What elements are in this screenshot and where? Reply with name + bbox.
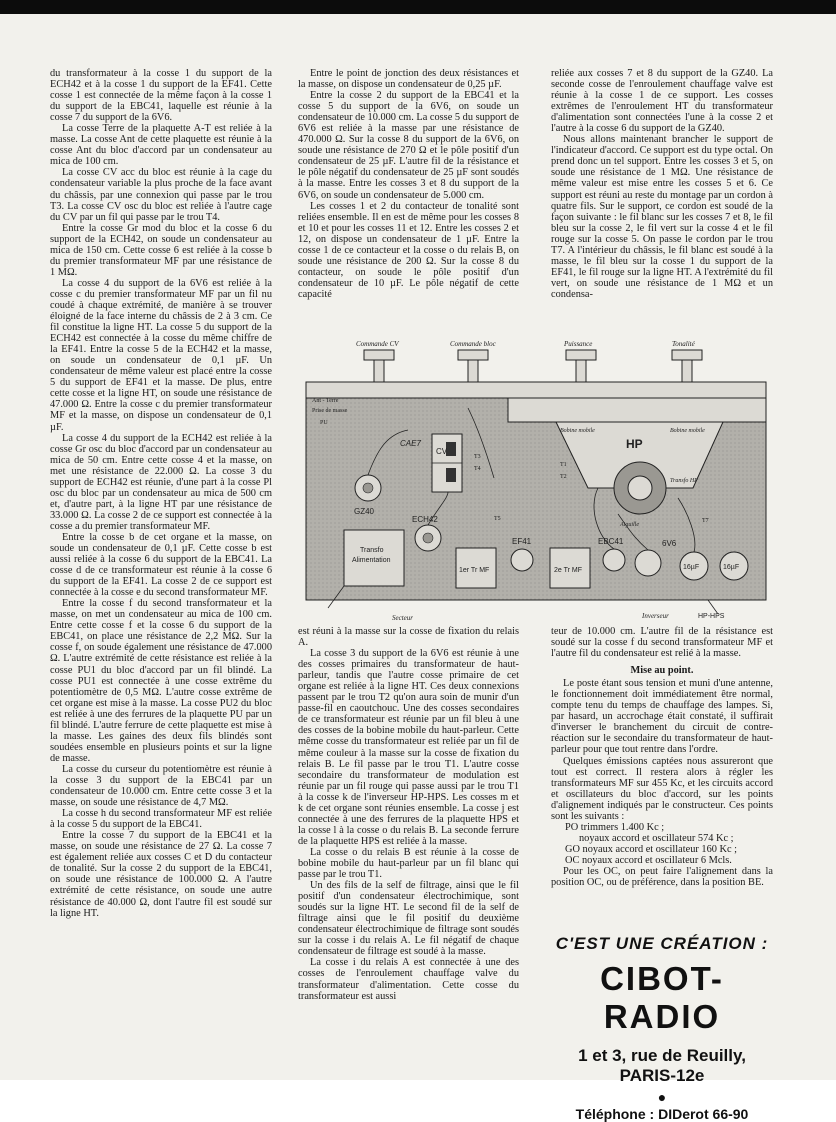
text-column-1: [50, 68, 272, 1068]
paragraph: est réuni à la masse sur la cosse de fixation du relais A.: [298, 626, 519, 649]
label-hp: HP: [626, 437, 643, 451]
ad-bullet: ●: [657, 1089, 667, 1105]
label-inverseur: Inverseur: [642, 612, 669, 620]
label-aiguille: Aiguille: [620, 522, 639, 528]
label-t4: T4: [474, 466, 481, 472]
label-pu: PU: [320, 420, 328, 426]
chassis-wiring-diagram: [298, 338, 773, 624]
section-heading: Mise au point.: [630, 665, 694, 677]
label-6v6: 6V6: [662, 539, 677, 548]
label-cap-2: 16µF: [723, 564, 740, 571]
label-commande-bloc: Commande bloc: [450, 340, 496, 348]
variable-capacitor-cv: [432, 434, 462, 492]
label-tr-mf2: 2e Tr MF: [554, 567, 583, 574]
label-t2: T2: [560, 474, 567, 480]
paragraph: du transformateur à la cosse 1 du support de la ECH42 et à la cosse 1 du support de la EF41. Cette cosse 1 est connectée de la même façon à la cosse 1 du support de la EBC41, laquelle est réunie à la cosse 7 du support de la 6V6.: [50, 68, 272, 124]
paragraph: teur de 10.000 cm. L'autre fil de la résistance est soudé sur la cosse f du second transformateur MF et l'autre fil du condensateur est relié à la masse.: [551, 626, 773, 660]
label-ech42: ECH42: [412, 515, 438, 524]
label-commande-cv: Commande CV: [356, 340, 399, 348]
label-gz40: GZ40: [354, 507, 375, 516]
label-t7: T7: [702, 518, 709, 524]
top-edge-bar: [0, 0, 836, 14]
label-bobine-right: Bobine mobile: [670, 428, 705, 434]
paragraph: La cosse o du relais B est réunie à la cosse de bobine mobile du haut-parleur par un fil blanc qui passe par le trou T1.: [298, 846, 519, 881]
ad-address: 1 et 3, rue de Reuilly, PARIS-12e: [578, 1046, 746, 1085]
label-t3: T3: [474, 454, 481, 460]
if-transformer-1: [456, 548, 496, 588]
paragraph: Quelques émissions captées nous assureront que tout est correct. Il restera alors à régler les transformateurs MF sur 455 Kc, et les circuits accord et oscillateurs du bloc d'accord, sur les points d'alignement indiqués par le constructeur. Ces points sont les suivants :: [551, 755, 773, 822]
alignment-point: GO noyaux accord et oscillateur 160 Kc ;: [565, 843, 738, 855]
alignment-point: noyaux accord et oscillateur 574 Kc ;: [579, 832, 734, 844]
ad-phone: Téléphone : DIDerot 66-90: [575, 1106, 749, 1122]
alignment-point: PO trimmers 1.400 Kc ;: [565, 821, 665, 833]
label-tr-mf1: 1er Tr MF: [459, 567, 490, 574]
label-tonalite: Tonalité: [672, 340, 695, 348]
paragraph: La cosse CV acc du bloc est réunie à la cage du condensateur variable la plus proche de la face avant du châssis, par une connexion qui passe par le trou T3. La cosse CV osc du bloc est reliée à l'autre cage du CV par un fil qui passe par le trou T4.: [50, 167, 272, 223]
paragraph: Entre la cosse Gr mod du bloc et la cosse 6 du support de la ECH42, on soude un condensateur au mica de 150 cm. Cette cosse 6 est reliée à la cosse b du premier transformateur MF par une résistance de 1 MΩ.: [50, 222, 272, 278]
speaker-baffle: [508, 398, 766, 422]
paragraph: Nous allons maintenant brancher le support de l'indicateur d'accord. Ce support est du type octal. On prend donc un tel support. Entre les cosses 3 et 5, on soude une résistance de 1 MΩ. Une résistance de même valeur est mise entre les cosses 5 et 6. Ce support est réuni au reste du montage par un cordon à quatre fils. Sur le support, ce cordon est soudé de la façon suivante : le fil blanc sur les cosses 7 et 8, le fil bleu sur la cosse 2, le fil vert sur la cosse 4 et le fil rouge sur la cosse 5. On passe le cordon par le trou T7. A l'intérieur du châssis, le fil blanc est soudé à la masse, le fil bleu sur la cosse 1 du support de la EF41, le fil rouge sur la ligne HT. A l'extrémité du fil vert, on soude une résistance de 1 MΩ et un condensa-: [551, 134, 773, 300]
paragraph: Le poste étant sous tension et muni d'une antenne, le fonctionnement doit immédiatement être normal, compte tenu du temps de chauffage des lampes. Si, par hasard, un accrochage était constaté, il suffirait d'inverser le branchement du circuit de contre-réaction sur le secondaire du transformateur de haut-parleur pour que tout rentre dans l'ordre.: [551, 678, 773, 756]
paragraph: Entre la cosse b de cet organe et la masse, on soude un condensateur de 0,1 µF. Cette cosse b est aussi reliée à la cosse 6 du support de la EBC41. La cosse d de ce transformateur est réunie à la cosse 6 du support de la EF41. La cosse 2 de ce support est connectée à la cosse e du second transformateur MF.: [50, 531, 272, 599]
label-ebc41: EBC41: [598, 537, 624, 546]
label-cap-1: 16µF: [683, 564, 700, 571]
text-column-3-top: [551, 68, 773, 333]
label-ef41: EF41: [512, 537, 532, 546]
paragraph: La cosse 3 du support de la 6V6 est réunie à une des cosses primaires du transformateur de haut-parleur, tandis que l'autre cosse primaire de cet organe est reliée à la ligne HT. Ces deux connexions passent par le trou T2 qu'on aura soin de munir d'un passe-fil en caoutchouc. Une des cosses secondaires de ce transformateur est réunie par un fil bleu à une des cosses de la bobine mobile du haut-parleur. Cette même cosse du transformateur est reliée par un fil de même couleur à la masse sur la cosse de fixation du relais B. Le fil passe par le trou T1. L'autre cosse secondaire du transformateur de modulation est réunie par un fil rouge qui passe aussi par le trou T1 à la cosse k de l'inverseur HP-HPS. Les cosses m et k de cet organe sont réunies ensemble. La cosse j est connectée à une des ferrures de la plaquette HPS et la cosse l à la cosse o du relais B. La seconde ferrure de la plaquette HPS est reliée à la masse.: [298, 648, 519, 847]
paragraph: Un des fils de la self de filtrage, ainsi que le fil positif d'un condensateur électrochimique, sont soudés sur la ligne HT. Le second fil de la self de filtrage ainsi que le fil positif du deuxième condensateur électrochimique de filtrage sont soudés sur la cosse i du relais A. Le fil négatif de chaque condensateur de filtrage est soudé à la masse.: [298, 880, 519, 958]
paragraph: reliée aux cosses 7 et 8 du support de la GZ40. La seconde cosse de l'enroulement chauffage valve est réunie à la cosse 1 de ce support. Les cosses extrêmes de l'enroulement HT du transformateur d'alimentation sont connectées l'une à la cosse 2 et l'autre à la cosse 6 du support de la GZ40.: [551, 68, 773, 135]
paragraph: La cosse 4 du support de la ECH42 est reliée à la cosse Gr osc du bloc d'accord par un condensateur au mica de 50 cm. Entre cette cosse 4 et la masse, on met une résistance de 22.000 Ω. La cosse 3 du support de ECH42 est réunie, d'une part à la cosse Pl osc du bloc par un condensateur au mica de 500 cm et, d'autre part, à la ligne HT par une résistance de 33.000 Ω. La cosse 2 de ce support est connectée à la cosse a du premier transformateur MF.: [50, 432, 272, 532]
label-ant-terre: Ant - Terre: [312, 398, 339, 404]
label-transfo-hp: Transfo HP: [670, 478, 698, 484]
text-column-3-bottom: [551, 626, 773, 889]
paragraph: Entre la cosse 2 du support de la EBC41 et la cosse 5 du support de la 6V6, on soude un condensateur de 10.000 cm. La cosse 5 du support de 6V6 est reliée à la masse par une résistance de 470.000 Ω. Sur la cosse 8 du support de la 6V6, on soude une résistance de 270 Ω et le pôle positif d'un condensateur de 25 µF. L'autre fil de la résistance et le pôle négatif du condensateur de 25 µF sont soudés à la masse. Entre les cosses 3 et 8 du support de la 6V6, on soude un condensateur de 5.000 cm.: [298, 90, 519, 201]
label-bobine-left: Bobine mobile: [560, 428, 595, 434]
tube-ef41: [511, 537, 533, 571]
label-cae7: CAE7: [400, 439, 421, 448]
label-t1: T1: [560, 462, 567, 468]
label-t5: T5: [494, 516, 501, 522]
ad-brand: CIBOT-RADIO: [600, 960, 724, 1035]
front-panel: [306, 382, 766, 398]
label-hp-hps: HP-HPS: [698, 613, 725, 620]
paragraph: Entre la cosse 7 du support de la EBC41 et la masse, on soude une résistance de 27 Ω. La cosse 7 est également reliée aux cosses C et D du contacteur de tonalité. Sur la cosse 2 du support de la EBC41, on soude une résistance de 100.000 Ω. A l'autre extrémité de cette résistance, on soude une autre résistance de 40.000 Ω, dont l'autre fil est soudé sur la ligne HT.: [50, 830, 272, 919]
label-alimentation: Alimentation: [352, 557, 391, 564]
label-transfo: Transfo: [360, 547, 384, 554]
text-column-2-bottom: [298, 626, 519, 1068]
label-prise-masse: Prise de masse: [312, 408, 348, 414]
if-transformer-2: [550, 548, 590, 588]
ad-tagline: C'EST UNE CRÉATION :: [555, 934, 769, 953]
paragraph: Entre le point de jonction des deux résistances et la masse, on dispose un condensateur de 0,25 µF.: [298, 68, 519, 91]
label-puissance: Puissance: [564, 340, 593, 348]
paragraph: La cosse 4 du support de la 6V6 est reliée à la cosse c du premier transformateur MF par un fil nu coudé à chaque extrémité, de manière à se trouver éloigné de la face interne du châssis de 2 à 3 cm. Ce fil constitue la ligne HT. La cosse 5 du support de la ECH42 est connectée à la cosse du même chiffre de la EF41. Entre la cosse 5 de la ECH42 et la masse, on soude un condensateur de 0,1 µF. Un condensateur de même valeur est placé entre la cosse 5 du support de EF41 et la masse. De plus, entre cette cosse et la ligne HT, on soude une résistance de 47.000 Ω. Entre la cosse c du premier transformateur MF et la masse, on dispose un condensateur de 0,1 µF.: [50, 277, 272, 433]
paragraph: La cosse du curseur du potentiomètre est réunie à la cosse 3 du support de la EBC41 par un condensateur de 10.000 cm. Entre cette cosse 3 et la masse, on soude une résistance de 4,7 MΩ.: [50, 763, 272, 809]
label-secteur: Secteur: [392, 614, 413, 622]
label-cv: CV: [436, 447, 448, 456]
paragraph: La cosse Terre de la plaquette A-T est reliée à la masse. La cosse Ant de cette plaquette est réunie à la cosse Ant du bloc d'accord par un condensateur au mica de 100 cm.: [50, 123, 272, 168]
power-transformer: [344, 530, 404, 586]
alignment-point: OC noyaux accord et oscillateur 6 Mcls.: [565, 854, 732, 866]
paragraph: La cosse h du second transformateur MF est reliée à la cosse 5 du support de la EBC41.: [50, 808, 272, 831]
control-shafts: [364, 350, 702, 382]
paragraph: La cosse i du relais A est connectée à une des cosses de l'enroulement chauffage valve du transformateur d'alimentation. Cette cosse du transformateur est aussi: [298, 957, 519, 1002]
paragraph: Pour les OC, on peut faire l'alignement dans la position OC, ou de préférence, dans la position BE.: [551, 865, 773, 889]
paragraph: Les cosses 1 et 2 du contacteur de tonalité sont reliées ensemble. Il en est de même pour les cosses 8 et 10 et pour les cosses 11 et 12. Entre les cosses 2 et 12, on dispose un condensateur de 1 µF. Entre la cosse 1 de ce contacteur et la cosse o du relais B, on soude une résistance de 200 Ω. Sur la cosse 8 du contacteur, on soude le pôle positif d'un condensateur de 10 µF. Le pôle négatif de cette capacité: [298, 200, 519, 300]
paragraph: Entre la cosse f du second transformateur et la masse, on met un condensateur au mica de 100 cm. Entre cette cosse f et la cosse 6 du support de la EBC41, on place une résistance de 2,2 MΩ. Sur la cosse f, on soude également une résistance de 47.000 Ω. L'autre extrémité de cette résistance est reliée à la cosse PU1 du bloc d'accord par un fil blindé. La cosse PU1 est connectée à une cosse extrême du potentiomètre de 0,5 MΩ. L'autre cosse extrême de cet organe est mise à la masse. La cosse PU2 du bloc est reliée à une des ferrures de la plaquette PU par un fil blindé. L'autre ferrure de cette plaquette est mise à la masse. Les gaines des deux fils blindés sont soudées ensemble en plusieurs points et sur la ligne de masse.: [50, 598, 272, 764]
cibot-radio-advert: [551, 932, 773, 1122]
text-column-2-top: [298, 68, 519, 333]
